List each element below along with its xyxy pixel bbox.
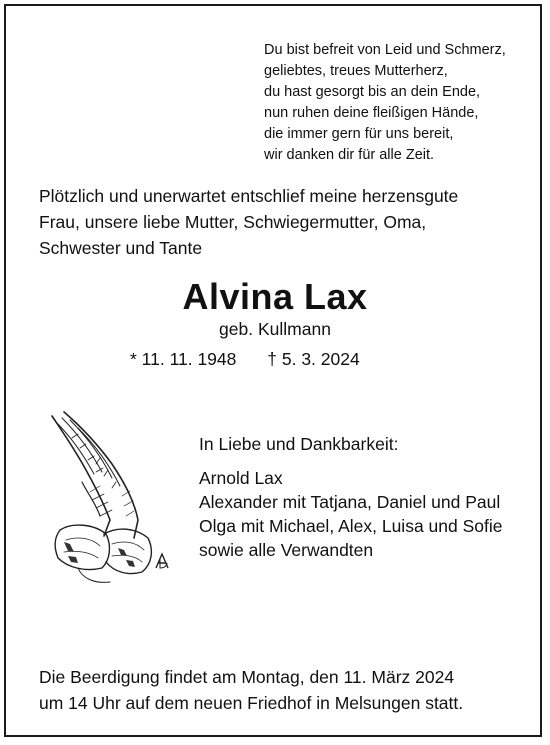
mourner-name: Alexander mit Tatjana, Daniel und Paul [199, 492, 501, 512]
praying-hands-icon [38, 408, 178, 588]
mourner-name: Arnold Lax [199, 468, 283, 488]
intro-line: Schwester und Tante [39, 238, 203, 258]
poem [264, 40, 506, 166]
funeral-line: um 14 Uhr auf dem neuen Friedhof in Melsungen statt. [39, 693, 464, 713]
mourner-name: Olga mit Michael, Alex, Luisa und Sofie [199, 516, 503, 536]
poem-line: wir danken dir für alle Zeit. [264, 147, 435, 163]
mourner-name: sowie alle Verwandten [199, 540, 374, 560]
intro-line: Plötzlich und unerwartet entschlief meine herzensgute [39, 186, 459, 206]
funeral-line: Die Beerdigung findet am Montag, den 11. März 2024 [39, 667, 455, 687]
poem-line: nun ruhen deine fleißigen Hände, [264, 105, 479, 121]
birth-name: geb. Kullmann [219, 319, 331, 339]
mourners-block [199, 432, 503, 562]
poem-line: geliebtes, treues Mutterherz, [264, 63, 448, 79]
death-date: † 5. 3. 2024 [267, 349, 360, 369]
poem-line: die immer gern für uns bereit, [264, 126, 454, 142]
intro-line: Frau, unsere liebe Mutter, Schwiegermutter, Oma, [39, 212, 427, 232]
deceased-name: Alvina Lax [182, 276, 368, 317]
life-dates [130, 349, 360, 370]
funeral-notice [39, 664, 463, 716]
poem-line: Du bist befreit von Leid und Schmerz, [264, 42, 506, 58]
monogram-icon [156, 554, 168, 568]
poem-line: du hast gesorgt bis an dein Ende, [264, 84, 481, 100]
mourners-heading: In Liebe und Dankbarkeit: [199, 434, 399, 454]
obituary-frame [4, 4, 542, 737]
birth-date: * 11. 11. 1948 [130, 349, 237, 369]
intro-text [39, 183, 458, 261]
